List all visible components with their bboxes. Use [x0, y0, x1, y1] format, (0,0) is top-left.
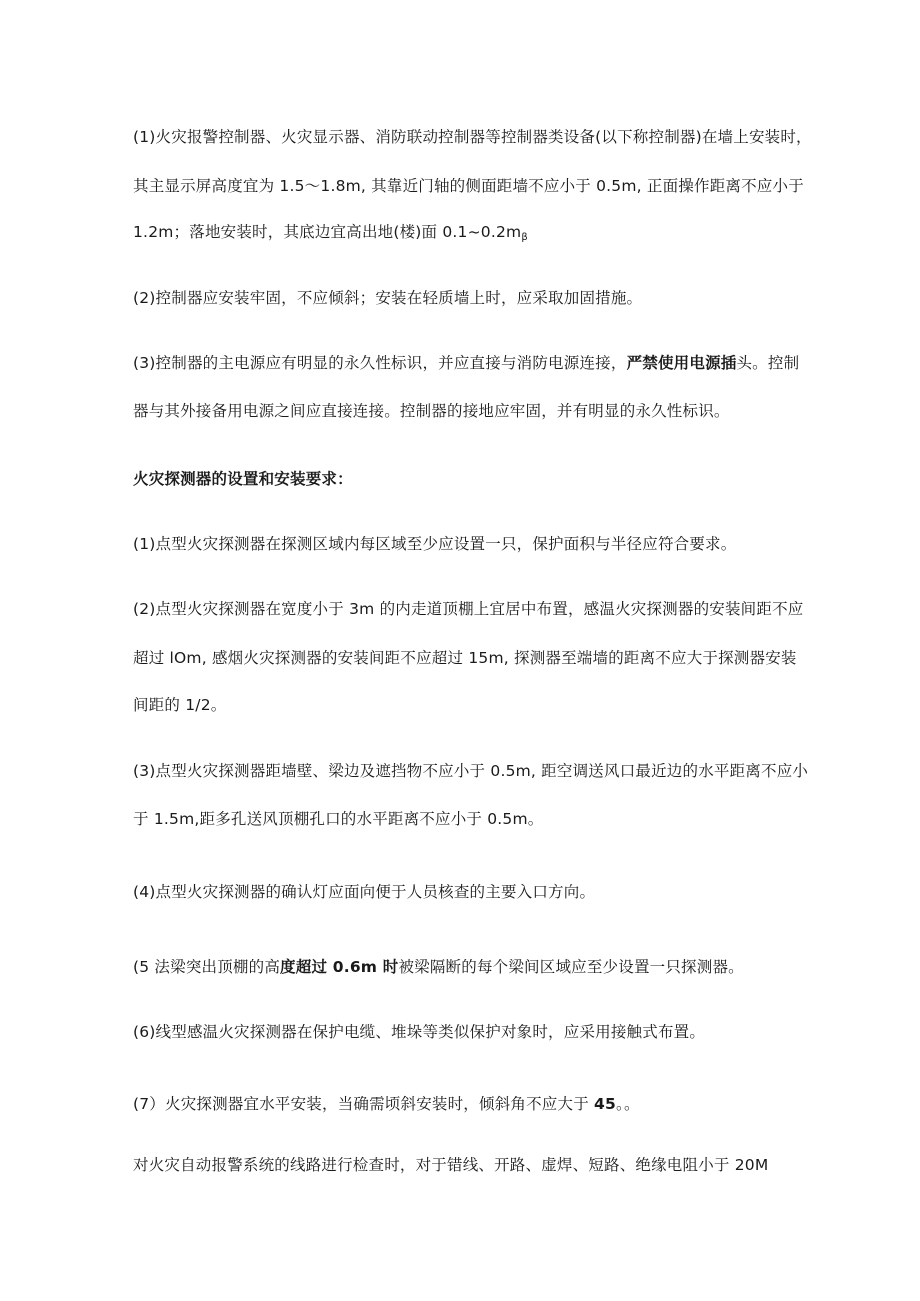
section-heading: 火灾探测器的设置和安装要求： — [133, 470, 353, 488]
d3-line-1: (3)点型火灾探测器距墙壁、梁边及遮挡物不应小于 0.5m, 距空调送风口最近边的水平距离不应小 — [133, 762, 809, 780]
d5-text-bold: 度超过 0.6m 时 — [280, 958, 399, 976]
p3-text-a: (3)控制器的主电源应有明显的永久性标识，并应直接与消防电源连接， — [133, 354, 627, 372]
d4-line-1: (4)点型火灾探测器的确认灯应面向便于人员核查的主要入口方向。 — [133, 883, 596, 901]
last-line-1: 对火灾自动报警系统的线路进行检查时，对于错线、开路、虚焊、短路、绝缘电阻小于 20M — [133, 1156, 769, 1174]
d6-line-1: (6)线型感温火灾探测器在保护电缆、堆垛等类似保护对象时，应采用接触式布置。 — [133, 1023, 706, 1041]
d5-line-1 — [133, 956, 744, 978]
d2-line-1: (2)点型火灾探测器在宽度小于 3m 的内走道顶棚上宜居中布置，感温火灾探测器的安装间距不应 — [133, 600, 804, 618]
d1-line-1: (1)点型火灾探测器在探测区域内每区域至少应设置一只，保护面积与半径应符合要求。 — [133, 535, 737, 553]
p2-line-1: (2)控制器应安装牢固，不应倾斜；安装在轻质墙上时，应采取加固措施。 — [133, 289, 643, 307]
d7-line-1 — [133, 1093, 640, 1115]
p1-line-3-text: 1.2m；落地安装时，其底边宜高出地(楼)面 0.1~0.2m — [133, 223, 522, 241]
d2-line-3: 间距的 1/2。 — [133, 696, 227, 714]
p3-text-b: 头。控制 — [736, 354, 800, 372]
d3-line-2: 于 1.5m,距多孔送风顶棚孔口的水平距离不应小于 0.5m。 — [133, 810, 544, 828]
d5-text-a: (5 法梁突出顶棚的高 — [133, 958, 281, 976]
d7-text-b: 。。 — [616, 1095, 640, 1113]
p1-line-2: 其主显示屏高度宜为 1.5～1.8m, 其靠近门轴的侧面距墙不应小于 0.5m, 正面操作距离不应小于 — [133, 177, 804, 195]
p3-line-1 — [133, 352, 799, 374]
p1-line-3 — [133, 221, 528, 249]
d7-text-a: (7）火灾探测器宜水平安装，当确需顷斜安装时，倾斜角不应大于 — [133, 1095, 595, 1113]
p3-line-2: 器与其外接备用电源之间应直接连接。控制器的接地应牢固，并有明显的永久性标识。 — [133, 402, 730, 420]
p1-subscript: β — [521, 232, 528, 243]
d5-text-b: 被梁隔断的每个梁间区域应至少设置一只探测器。 — [398, 958, 744, 976]
d2-line-2: 超过 lOm, 感烟火灾探测器的安装间距不应超过 15m, 探测器至端墙的距离不应大于探测器安装 — [133, 649, 797, 667]
p1-line-1: (1)火灾报警控制器、火灾显示器、消防联动控制器等控制器类设备(以下称控制器)在墙上安装时， — [133, 128, 812, 146]
p3-text-bold: 严禁使用电源插 — [626, 354, 737, 372]
d7-text-bold: 45 — [594, 1095, 617, 1113]
